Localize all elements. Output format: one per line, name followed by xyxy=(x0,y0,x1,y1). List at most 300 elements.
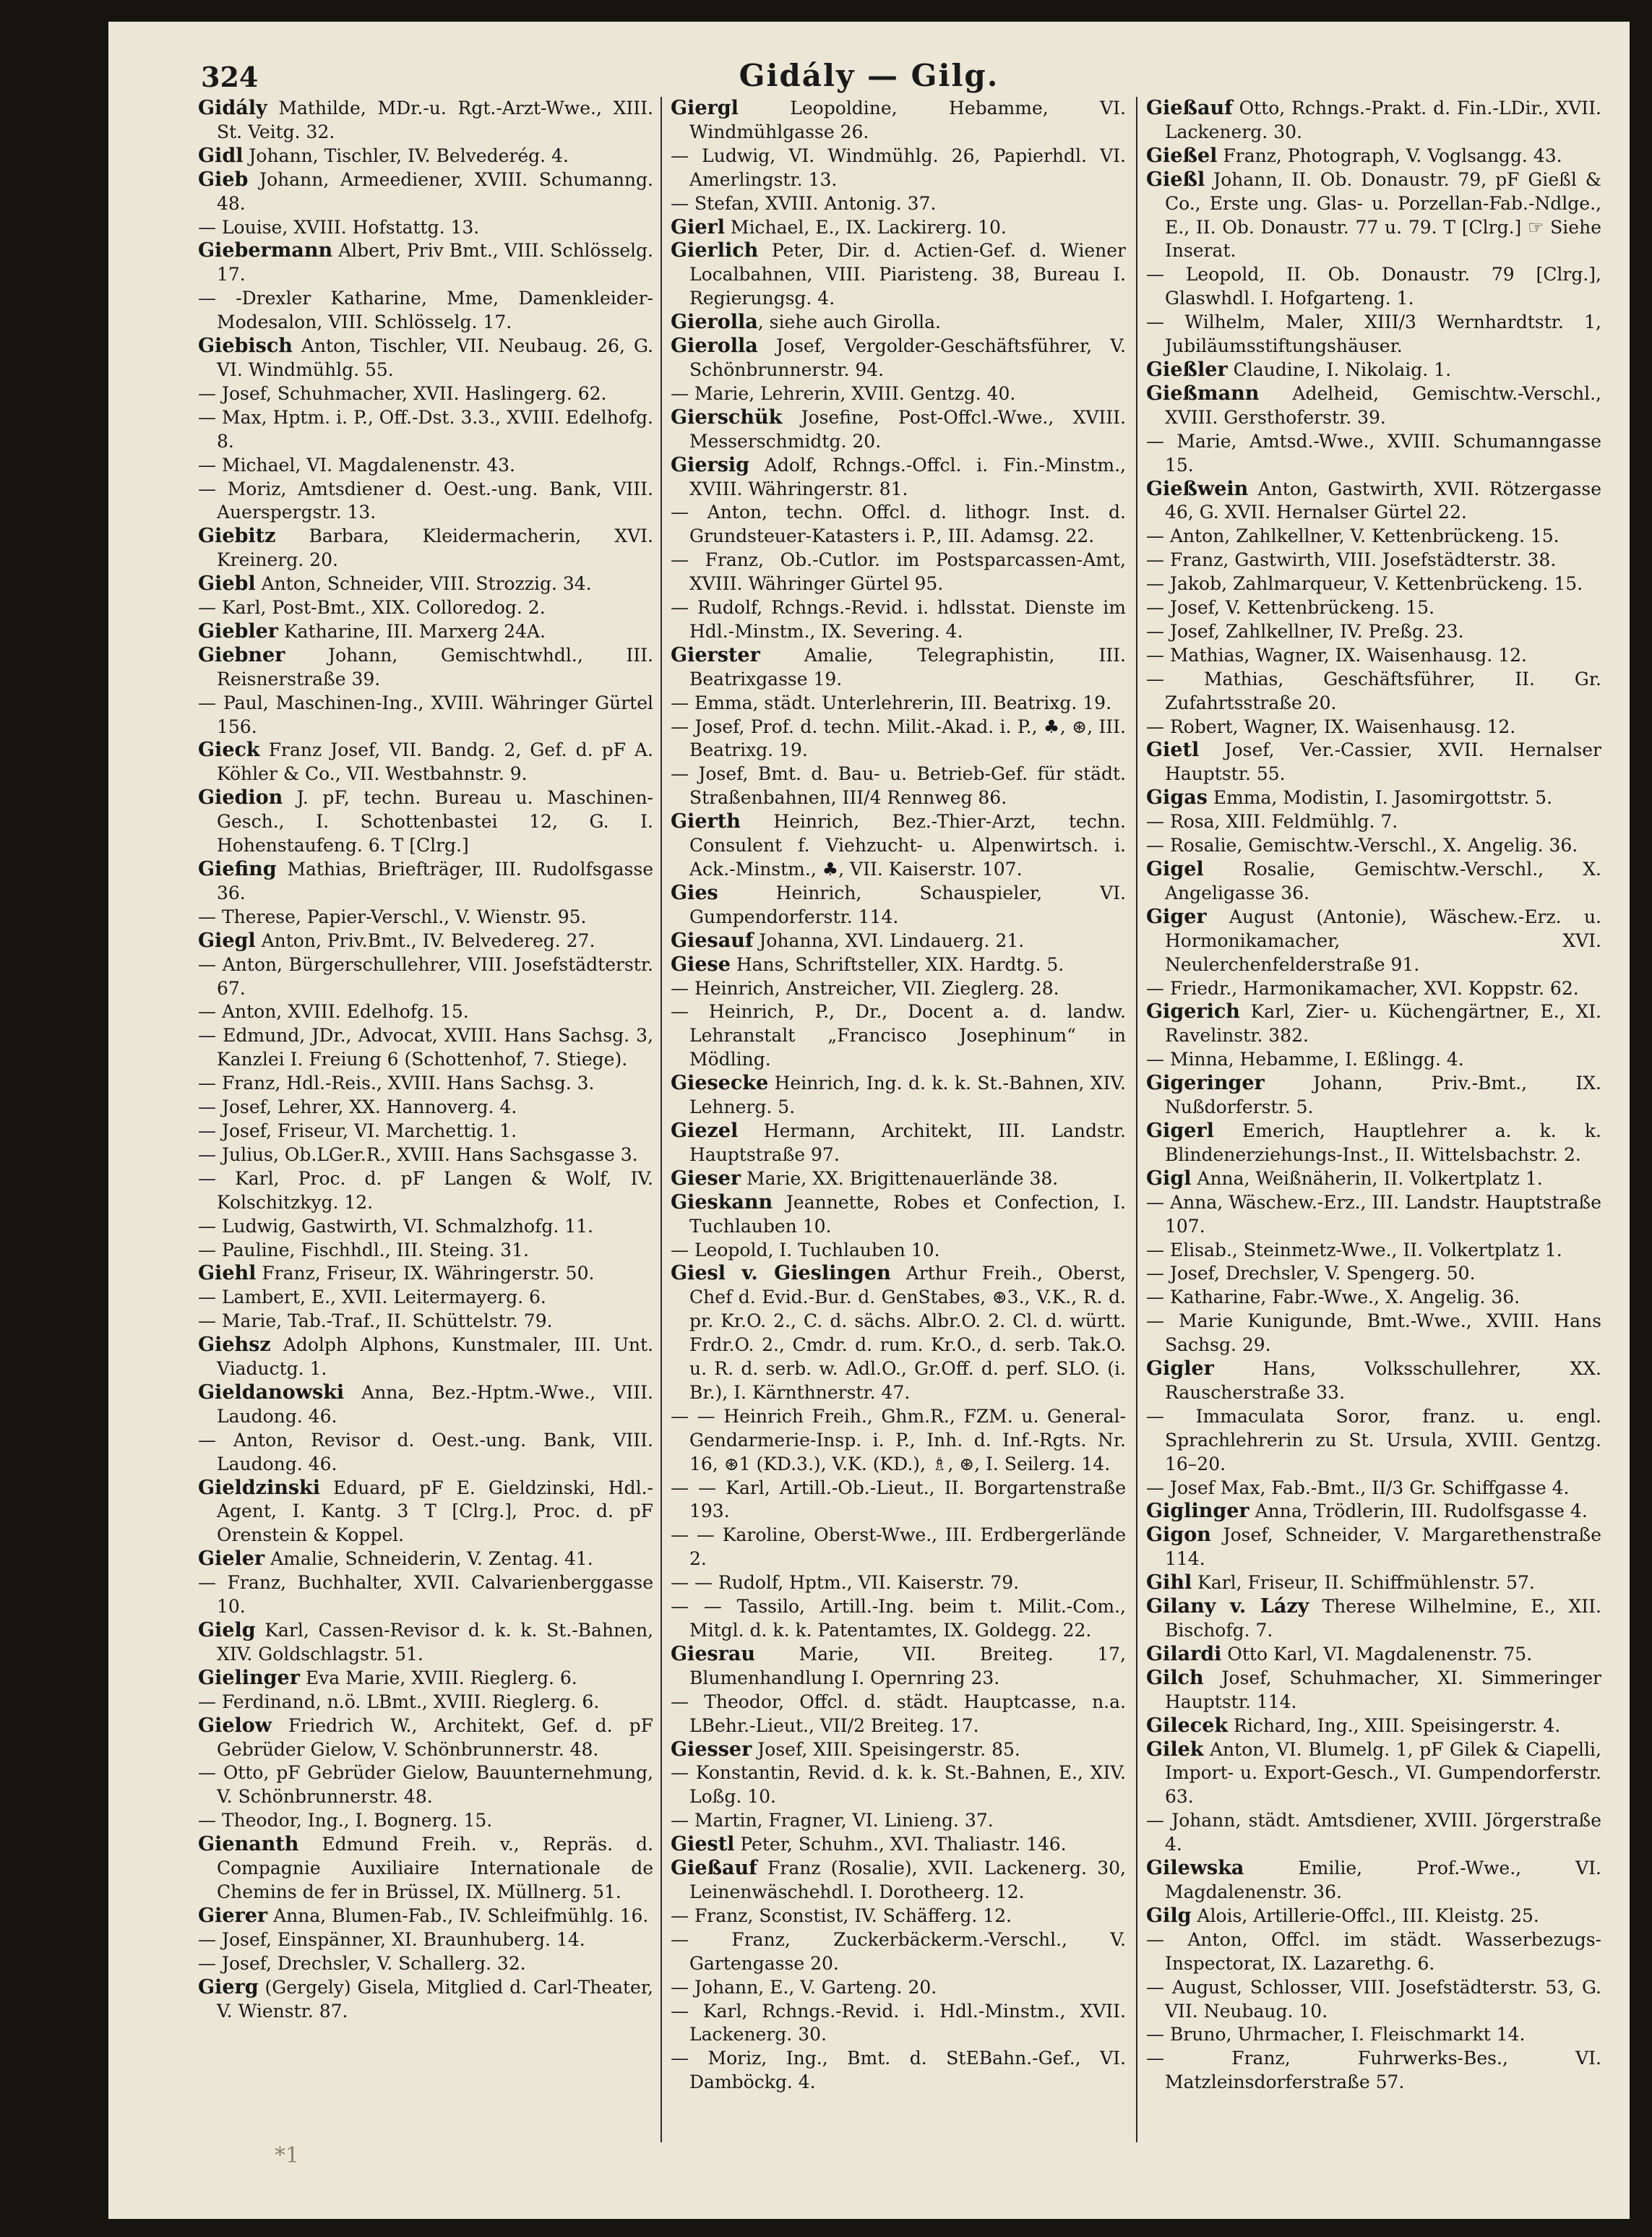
entry-details: — Franz, Gastwirth, VIII. Josefstädterstr. 38. xyxy=(1146,549,1557,571)
entry-details: — Moriz, Amtsdiener d. Oest.-ung. Bank, VIII. Auerspergstr. 13. xyxy=(198,478,653,523)
entry-surname: Giebler xyxy=(198,619,279,643)
entry-details: — — Heinrich Freih., Ghm.R., FZM. u. General-Gendarmerie-Insp. i. P., Inh. d. Inf.-Rgts. Nr. 16, ⊛1 (KD.3.), V.K. (KD.), ♗, ⊛, I. Seilerg. 14. xyxy=(671,1405,1126,1474)
directory-entry xyxy=(1146,263,1601,311)
entry-details: Friedrich W., Architekt, Gef. d. pF Gebrüder Gielow, V. Schönbrunnerstr. 48. xyxy=(217,1714,653,1760)
entry-details: — Mathias, Geschäftsführer, II. Gr. Zufahrtsstraße 20. xyxy=(1146,668,1601,713)
entry-details: — Friedr., Harmonikamacher, XVI. Koppstr. 62. xyxy=(1146,977,1579,999)
entry-details: Josef, XIII. Speisingerstr. 85. xyxy=(752,1738,1020,1760)
entry-details: Adelheid, Gemischtw.-Verschl., XVIII. Gersthoferstr. 39. xyxy=(1165,382,1601,428)
directory-entry xyxy=(198,1239,653,1263)
entry-surname: Gigerich xyxy=(1146,1000,1240,1023)
directory-entry xyxy=(671,1000,1126,1072)
directory-entry xyxy=(671,239,1126,311)
directory-entry xyxy=(1146,786,1601,810)
entry-details: Josef, Ver.-Cassier, XVII. Hernalser Hauptstr. 55. xyxy=(1165,739,1601,785)
directory-entry xyxy=(198,1833,653,1905)
directory-entry xyxy=(1146,858,1601,906)
entry-details: — Theodor, Ing., I. Bognerg. 15. xyxy=(198,1810,493,1832)
directory-entry xyxy=(671,311,1126,335)
directory-entry xyxy=(1146,358,1601,382)
directory-entry xyxy=(1146,810,1601,834)
directory-entry xyxy=(1146,168,1601,264)
entry-details: Otto, Rchngs.-Prakt. d. Fin.-LDir., XVII. Lackenerg. 30. xyxy=(1165,98,1601,142)
directory-entry xyxy=(198,335,653,382)
entry-surname: Gießl xyxy=(1146,168,1205,191)
directory-entry xyxy=(198,382,653,406)
directory-entry xyxy=(1146,1000,1601,1048)
directory-entry xyxy=(671,1928,1126,1976)
directory-entry xyxy=(1146,1477,1601,1500)
entry-surname: Gierschük xyxy=(671,405,783,429)
entry-details: Marie, VII. Breiteg. 17, Blumenhandlung I. Opernring 23. xyxy=(689,1643,1126,1688)
entry-details: — Max, Hptm. i. P., Off.-Dst. 3.3., XVIII. Edelhofg. 8. xyxy=(198,406,653,452)
directory-entry xyxy=(671,1857,1126,1905)
entry-surname: Gießauf xyxy=(1146,97,1233,119)
directory-entry xyxy=(1146,549,1601,572)
directory-entry xyxy=(198,1714,653,1762)
directory-entry xyxy=(198,1691,653,1714)
entry-details: Hermann, Architekt, III. Landstr. Hauptstraße 97. xyxy=(689,1120,1126,1165)
entry-details: — Franz, Ob.-Cutlor. im Postsparcassen-Amt, XVIII. Währinger Gürtel 95. xyxy=(671,549,1126,595)
directory-entry xyxy=(671,1809,1126,1833)
entry-details: — Anton, techn. Offcl. d. lithogr. Inst. d. Grundsteuer-Katasters i. P., III. Adamsg. 22. xyxy=(671,502,1126,547)
entry-surname: Gießmann xyxy=(1146,382,1260,405)
entry-details: — Otto, pF Gebrüder Gielow, Bauunternehmung, V. Schönbrunnerstr. 48. xyxy=(198,1762,653,1808)
entry-details: — Karl, Proc. d. pF Langen & Wolf, IV. Kolschitzkyg. 12. xyxy=(198,1167,653,1213)
entry-details: — Karl, Post-Bmt., XIX. Colloredog. 2. xyxy=(198,597,546,619)
entry-details: — Leopold, I. Tuchlauben 10. xyxy=(671,1239,940,1261)
entry-details: Alois, Artillerie-Offcl., III. Kleistg. 25. xyxy=(1191,1905,1539,1926)
directory-entry xyxy=(1146,382,1601,430)
page-number: 324 xyxy=(201,61,259,93)
entry-details: — Josef, Zahlkellner, IV. Preßg. 23. xyxy=(1146,620,1464,642)
column-2 xyxy=(671,97,1126,2200)
entry-surname: Gilardi xyxy=(1146,1642,1222,1665)
entry-details: — Marie, Tab.-Traf., II. Schüttelstr. 79. xyxy=(198,1310,553,1332)
directory-entry xyxy=(1146,1286,1601,1310)
entry-details: — Konstantin, Revid. d. k. k. St.-Bahnen, E., XIV. Loßg. 10. xyxy=(671,1762,1126,1808)
entry-details: — Martin, Fragner, VI. Linieng. 37. xyxy=(671,1810,994,1832)
entry-details: — Josef, Bmt. d. Bau- u. Betrieb-Gef. für städt. Straßenbahnen, III/4 Rennweg 86. xyxy=(671,763,1126,809)
directory-entry xyxy=(1146,1072,1601,1120)
directory-entry xyxy=(198,1905,653,1928)
entry-details: Emilie, Prof.-Wwe., VI. Magdalenenstr. 36. xyxy=(1165,1858,1601,1902)
entry-details: Amalie, Schneiderin, V. Zentag. 41. xyxy=(264,1548,593,1570)
directory-entry xyxy=(1146,668,1601,716)
entry-details: Adolf, Rchngs.-Offcl. i. Fin.-Minstm., XVIII. Währingerstr. 81. xyxy=(689,454,1126,499)
entry-surname: Gilecek xyxy=(1146,1714,1229,1737)
directory-entry xyxy=(1146,1357,1601,1405)
entry-details: — Theodor, Offcl. d. städt. Hauptcasse, n.a. LBehr.-Lieut., VII/2 Breiteg. 17. xyxy=(671,1691,1126,1736)
entry-details: — Edmund, JDr., Advocat, XVIII. Hans Sachsg. 3, Kanzlei I. Freiung 6 (Schottenhof, 7. Stiege). xyxy=(198,1025,653,1070)
directory-entry xyxy=(1146,97,1601,145)
entry-surname: Gihl xyxy=(1146,1571,1192,1594)
directory-entry xyxy=(671,692,1126,716)
directory-entry xyxy=(198,1143,653,1167)
directory-entry xyxy=(1146,1714,1601,1738)
directory-entry xyxy=(671,1167,1126,1191)
directory-entry xyxy=(198,596,653,620)
entry-surname: Gierolla xyxy=(671,335,758,358)
entry-details: — — Karoline, Oberst-Wwe., III. Erdbergerlände 2. xyxy=(671,1524,1126,1570)
entry-surname: Gierth xyxy=(671,810,741,833)
directory-entry xyxy=(1146,311,1601,358)
directory-entry xyxy=(198,1571,653,1619)
entry-details: Karl, Cassen-Revisor d. k. k. St.-Bahnen, XIV. Goldschlagstr. 51. xyxy=(217,1620,653,1665)
entry-details: — Josef, Drechsler, V. Schallerg. 32. xyxy=(198,1952,526,1974)
entry-surname: Giesecke xyxy=(671,1072,769,1095)
entry-details: Josef, Vergolder-Geschäftsführer, V. Schönbrunnerstr. 94. xyxy=(689,335,1126,380)
entry-surname: Giebisch xyxy=(198,335,293,358)
entry-details: Franz, Photograph, V. Voglsangg. 43. xyxy=(1217,145,1562,166)
entry-details: — Franz, Fuhrwerks-Bes., VI. Matzleinsdorferstraße 57. xyxy=(1146,2048,1601,2093)
directory-entry xyxy=(198,239,653,287)
directory-entry xyxy=(671,1262,1126,1404)
entry-surname: Gielow xyxy=(198,1714,272,1737)
entry-details: , siehe auch Girolla. xyxy=(757,312,941,333)
entry-details: — Immaculata Soror, franz. u. engl. Sprachlehrerin zu St. Ursula, XVIII. Gentzg. 16–20. xyxy=(1146,1405,1601,1474)
directory-entry xyxy=(671,763,1126,810)
directory-entry xyxy=(198,1976,653,2024)
entry-details: — Franz, Buchhalter, XVII. Calvarienberggasse 10. xyxy=(198,1572,653,1618)
entry-details: Anna, Bez.-Hptm.-Wwe., VIII. Laudong. 46. xyxy=(217,1381,653,1427)
directory-entry xyxy=(198,1477,653,1548)
directory-entry xyxy=(1146,1239,1601,1263)
entry-surname: Gigler xyxy=(1146,1357,1214,1381)
entry-details: Anton, VI. Blumelg. 1, pF Gilek & Ciapelli, Import- u. Export-Gesch., VI. Gumpendorferstr. 63. xyxy=(1165,1738,1601,1808)
entry-details: Karl, Friseur, II. Schiffmühlenstr. 57. xyxy=(1192,1572,1535,1594)
directory-entry xyxy=(198,1262,653,1286)
directory-entry xyxy=(198,1120,653,1143)
entry-surname: Gidl xyxy=(198,144,244,167)
entry-surname: Gigas xyxy=(1146,786,1208,810)
entry-details: Franz (Rosalie), XVII. Lackenerg. 30, Leinenwäschehdl. I. Dorotheerg. 12. xyxy=(689,1858,1126,1902)
entry-details: Claudine, I. Nikolaig. 1. xyxy=(1227,358,1452,380)
directory-entry xyxy=(1146,1928,1601,1976)
directory-entry xyxy=(198,1761,653,1809)
entry-details: — Josef, Drechsler, V. Spengerg. 50. xyxy=(1146,1263,1476,1284)
directory-entry xyxy=(1146,644,1601,668)
entry-details: — Rosalie, Gemischtw.-Verschl., X. Angelig. 36. xyxy=(1146,835,1578,856)
directory-entry xyxy=(198,1072,653,1096)
entry-details: — — Tassilo, Artill.-Ing. beim t. Milit.-Com., Mitgl. d. k. k. Patentamtes, IX. Goldegg. 22. xyxy=(671,1596,1126,1641)
entry-details: Emerich, Hauptlehrer a. k. k. Blindenerziehungs-Inst., II. Wittelsbachstr. 2. xyxy=(1165,1120,1601,1165)
entry-surname: Gilg xyxy=(1146,1904,1192,1927)
directory-entry xyxy=(198,1310,653,1334)
entry-details: Peter, Schuhm., XVI. Thaliastr. 146. xyxy=(734,1834,1067,1855)
entry-details: Anna, Trödlerin, III. Rudolfsgasse 4. xyxy=(1249,1500,1588,1522)
entry-details: (Gergely) Gisela, Mitglied d. Carl-Theater, V. Wienstr. 87. xyxy=(217,1976,653,2022)
entry-details: Johann, Priv.-Bmt., IX. Nußdorferstr. 5. xyxy=(1165,1073,1601,1118)
entry-details: — — Rudolf, Hptm., VII. Kaiserstr. 79. xyxy=(671,1572,1020,1594)
directory-entry xyxy=(198,953,653,1001)
entry-surname: Gierer xyxy=(198,1904,268,1927)
columns xyxy=(198,97,1606,2200)
directory-entry xyxy=(198,1429,653,1477)
directory-entry xyxy=(1146,1667,1601,1714)
entry-details: Michael, E., IX. Lackirerg. 10. xyxy=(724,216,1007,238)
directory-entry xyxy=(198,97,653,145)
directory-entry xyxy=(1146,1048,1601,1072)
directory-entry xyxy=(198,786,653,858)
directory-entry xyxy=(1146,596,1601,620)
entry-details: — Leopold, II. Ob. Donaustr. 79 [Clrg.], Glaswhdl. I. Hofgarteng. 1. xyxy=(1146,264,1601,309)
entry-details: — -Drexler Katharine, Mme, Damenkleider-Modesalon, VIII. Schlösselg. 17. xyxy=(198,288,653,333)
directory-entry xyxy=(671,2000,1126,2048)
directory-entry xyxy=(671,1905,1126,1928)
entry-surname: Gigeringer xyxy=(1146,1072,1265,1095)
entry-details: — Louise, XVIII. Hofstattg. 13. xyxy=(198,216,480,238)
directory-entry xyxy=(671,1761,1126,1809)
entry-details: — Ludwig, Gastwirth, VI. Schmalzhofg. 11. xyxy=(198,1215,593,1237)
running-head: Gidály — Gilg. xyxy=(739,58,999,93)
entry-details: — Rudolf, Rchngs.-Revid. i. hdlsstat. Dienste im Hdl.-Minstm., IX. Severing. 4. xyxy=(671,597,1126,642)
directory-entry xyxy=(1146,1120,1601,1167)
entry-surname: Gierg xyxy=(198,1975,259,1998)
entry-details: — Josef, Schuhmacher, XVII. Haslingerg. 62. xyxy=(198,382,607,404)
entry-details: Emma, Modistin, I. Jasomirgottstr. 5. xyxy=(1207,787,1553,809)
entry-details: — Mathias, Wagner, IX. Waisenhausg. 12. xyxy=(1146,644,1527,666)
directory-entry xyxy=(671,145,1126,192)
entry-details: — Josef Max, Fab.-Bmt., II/3 Gr. Schiffgasse 4. xyxy=(1146,1477,1570,1498)
directory-entry xyxy=(671,1833,1126,1857)
directory-entry xyxy=(671,644,1126,692)
entry-surname: Gilany v. Lázy xyxy=(1146,1595,1309,1618)
directory-entry xyxy=(198,145,653,168)
directory-entry xyxy=(1146,1167,1601,1191)
directory-entry xyxy=(198,1667,653,1691)
entry-details: Rosalie, Gemischtw.-Verschl., X. Angeligasse 36. xyxy=(1165,859,1601,903)
directory-entry xyxy=(671,1072,1126,1120)
directory-entry xyxy=(198,739,653,786)
entry-surname: Gielinger xyxy=(198,1666,300,1689)
directory-entry xyxy=(198,406,653,454)
entry-details: Heinrich, Bez.-Thier-Arzt, techn. Consulent f. Viehzucht- u. Alpenwirtsch. i. Ack.-Minstm., ♣, VII. Kaiserstr. 107. xyxy=(689,811,1126,880)
entry-surname: Giesauf xyxy=(671,929,754,952)
entry-details: Franz, Friseur, IX. Währingerstr. 50. xyxy=(256,1263,595,1284)
directory-entry xyxy=(198,1024,653,1072)
directory-entry xyxy=(671,596,1126,644)
entry-surname: Gigl xyxy=(1146,1167,1192,1190)
entry-surname: Gigel xyxy=(1146,858,1204,880)
directory-entry xyxy=(198,620,653,644)
entry-details: — Josef, Lehrer, XX. Hannoverg. 4. xyxy=(198,1096,517,1118)
entry-details: Mathilde, MDr.-u. Rgt.-Arzt-Wwe., XIII. St. Veitg. 32. xyxy=(217,98,653,142)
directory-entry xyxy=(671,716,1126,763)
entry-details: — Josef, Einspänner, XI. Braunhuberg. 14. xyxy=(198,1928,585,1950)
entry-details: Josef, Schneider, V. Margarethenstraße 114. xyxy=(1165,1524,1601,1570)
directory-entry xyxy=(671,1477,1126,1524)
directory-entry xyxy=(198,454,653,478)
directory-entry xyxy=(198,906,653,929)
directory-entry xyxy=(1146,1500,1601,1524)
directory-entry xyxy=(671,216,1126,240)
entry-surname: Giersig xyxy=(671,453,750,476)
entry-details: — — Karl, Artill.-Ob.-Lieut., II. Borgartenstraße 193. xyxy=(671,1477,1126,1522)
entry-details: Johann, Tischler, IV. Belvederég. 4. xyxy=(243,145,569,166)
directory-entry xyxy=(198,1809,653,1833)
column-rule xyxy=(1136,97,1137,2142)
entry-surname: Giegl xyxy=(198,929,256,952)
directory-entry xyxy=(198,1334,653,1381)
entry-details: Barbara, Kleidermacherin, XVI. Kreinerg. 20. xyxy=(217,525,653,571)
entry-surname: Giger xyxy=(1146,905,1207,928)
entry-details: — Heinrich, Anstreicher, VII. Zieglerg. 28. xyxy=(671,977,1059,999)
directory-entry xyxy=(671,1738,1126,1762)
directory-entry xyxy=(198,1619,653,1667)
directory-entry xyxy=(1146,478,1601,525)
directory-entry xyxy=(1146,525,1601,549)
entry-details: — Minna, Hebamme, I. Eßlingg. 4. xyxy=(1146,1049,1464,1070)
entry-surname: Gidály xyxy=(198,97,267,119)
entry-surname: Giesrau xyxy=(671,1642,756,1665)
entry-details: Josef, Schuhmacher, XI. Simmeringer Hauptstr. 114. xyxy=(1165,1667,1601,1712)
entry-details: Richard, Ing., XIII. Speisingerstr. 4. xyxy=(1228,1714,1561,1736)
entry-surname: Giefing xyxy=(198,858,277,880)
entry-surname: Gienanth xyxy=(198,1833,299,1856)
directory-entry xyxy=(1146,1524,1601,1571)
directory-entry xyxy=(1146,2023,1601,2047)
entry-details: Heinrich, Schauspieler, VI. Gumpendorferstr. 114. xyxy=(689,882,1126,927)
entry-details: Anton, Gastwirth, XVII. Rötzergasse 46, G. XVII. Hernalser Gürtel 22. xyxy=(1165,478,1601,523)
entry-surname: Gies xyxy=(671,881,718,904)
entry-surname: Gigerl xyxy=(1146,1119,1214,1142)
entry-details: — Katharine, Fabr.-Wwe., X. Angelig. 36. xyxy=(1146,1287,1520,1308)
entry-details: Anna, Blumen-Fab., IV. Schleifmühlg. 16. xyxy=(267,1905,649,1926)
entry-details: Adolph Alphons, Kunstmaler, III. Unt. Viaductg. 1. xyxy=(217,1334,653,1380)
directory-entry xyxy=(198,1167,653,1215)
directory-entry xyxy=(198,929,653,953)
entry-surname: Gilewska xyxy=(1146,1857,1244,1880)
entry-details: — Marie Kunigunde, Bmt.-Wwe., XVIII. Hans Sachsg. 29. xyxy=(1146,1310,1601,1356)
entry-details: Anton, Tischler, VII. Neubaug. 26, G. VI. Windmühlg. 55. xyxy=(217,335,653,380)
entry-details: Eva Marie, XVIII. Rieglerg. 6. xyxy=(299,1667,577,1688)
entry-details: Amalie, Telegraphistin, III. Beatrixgasse 19. xyxy=(689,644,1126,690)
entry-details: Edmund Freih. v., Repräs. d. Compagnie Auxiliaire Internationale de Chemins de fer in Brüssel, IX. Müllnerg. 51. xyxy=(217,1834,653,1902)
entry-details: Johann, II. Ob. Donaustr. 79, pF Gießl & Co., Erste ung. Glas- u. Porzellan-Fab.-Ndlge., E., II. Ob. Donaustr. 77 u. 79. T [Clrg.] ☞ Siehe Inserat. xyxy=(1165,168,1601,262)
entry-details: — Heinrich, P., Dr., Docent a. d. landw. Lehranstalt „Francisco Josephinum“ in Mödling. xyxy=(671,1001,1126,1070)
entry-surname: Gierster xyxy=(671,643,760,666)
entry-details: Eduard, pF E. Gieldzinski, Hdl.-Agent, I. Kantg. 3 T [Clrg.], Proc. d. pF Orenstein & Koppel. xyxy=(217,1477,653,1546)
entry-details: — Franz, Sconstist, IV. Schäfferg. 12. xyxy=(671,1905,1012,1926)
entry-details: Marie, XX. Brigittenauerlände 38. xyxy=(741,1167,1059,1189)
entry-details: Peter, Dir. d. Actien-Gef. d. Wiener Localbahnen, VIII. Piaristeng. 38, Bureau I. Regierungsg. 4. xyxy=(689,240,1126,309)
directory-entry xyxy=(671,929,1126,953)
entry-details: — Lambert, E., XVII. Leitermayerg. 6. xyxy=(198,1287,546,1308)
entry-details: Leopoldine, Hebamme, VI. Windmühlgasse 26. xyxy=(689,98,1126,142)
directory-entry xyxy=(1146,1809,1601,1857)
directory-entry xyxy=(1146,1595,1601,1643)
entry-surname: Giehsz xyxy=(198,1334,271,1357)
directory-entry xyxy=(1146,1191,1601,1239)
directory-entry xyxy=(1146,1571,1601,1595)
directory-entry xyxy=(198,1547,653,1571)
entry-details: — Anna, Wäschew.-Erz., III. Landstr. Hauptstraße 107. xyxy=(1146,1191,1601,1237)
entry-details: — Therese, Papier-Verschl., V. Wienstr. 95. xyxy=(198,906,587,927)
entry-details: Anton, Priv.Bmt., IV. Belvedereg. 27. xyxy=(255,929,595,951)
entry-details: — Franz, Hdl.-Reis., XVIII. Hans Sachsg. 3. xyxy=(198,1073,595,1094)
directory-entry xyxy=(671,1405,1126,1477)
directory-entry xyxy=(198,525,653,572)
entry-details: — Anton, Revisor d. Oest.-ung. Bank, VIII. Laudong. 46. xyxy=(198,1429,653,1474)
directory-entry xyxy=(1146,977,1601,1001)
entry-surname: Gieskann xyxy=(671,1190,773,1214)
directory-entry xyxy=(1146,430,1601,478)
entry-details: — Ferdinand, n.ö. LBmt., XVIII. Rieglerg. 6. xyxy=(198,1691,600,1712)
directory-entry xyxy=(198,1286,653,1310)
directory-entry xyxy=(671,953,1126,977)
entry-surname: Giesser xyxy=(671,1738,752,1761)
directory-entry xyxy=(671,977,1126,1001)
entry-details: August (Antonie), Wäschew.-Erz. u. Hormonikamacher, XVI. Neulerchenfelderstraße 91. xyxy=(1165,906,1601,975)
directory-entry xyxy=(671,1239,1126,1263)
directory-entry xyxy=(1146,716,1601,739)
directory-entry xyxy=(671,549,1126,596)
entry-details: — Marie, Amtsd.-Wwe., XVIII. Schumanngasse 15. xyxy=(1146,430,1601,476)
entry-surname: Gierlich xyxy=(671,239,759,262)
entry-details: Jeannette, Robes et Confection, I. Tuchlauben 10. xyxy=(689,1191,1126,1237)
entry-details: — Marie, Lehrerin, XVIII. Gentzg. 40. xyxy=(671,382,1016,404)
entry-details: Johann, Armeediener, XVIII. Schumanng. 48. xyxy=(217,168,653,214)
entry-surname: Gieb xyxy=(198,168,249,191)
entry-surname: Gieler xyxy=(198,1547,265,1571)
entry-surname: Giebermann xyxy=(198,239,333,262)
directory-entry xyxy=(198,287,653,335)
directory-entry xyxy=(198,1381,653,1429)
entry-details: — Anton, Zahlkellner, V. Kettenbrückeng. 15. xyxy=(1146,525,1559,547)
entry-surname: Gieldzinski xyxy=(198,1476,321,1499)
directory-entry xyxy=(671,454,1126,502)
entry-details: — Anton, XVIII. Edelhofg. 15. xyxy=(198,1001,469,1023)
entry-surname: Gießauf xyxy=(671,1857,757,1880)
directory-entry xyxy=(198,216,653,240)
directory-entry xyxy=(1146,1643,1601,1667)
entry-details: Arthur Freih., Oberst, Chef d. Evid.-Bur. d. GenStabes, ⊛3., V.K., R. d. pr. Kr.O. 2., C. d. sächs. Albr.O. 2. Cl. d. württ. Frdr.O. 2., Cmdr. d. rum. Kr.O., d. serb. Tak.O. u. R. d. serb. w. Adl.O., Gr.Off. d. perf. SLO. (i. Br.), I. Kärnthnerstr. 47. xyxy=(689,1263,1126,1403)
directory-entry xyxy=(1146,1976,1601,2024)
directory-entry xyxy=(198,1952,653,1976)
directory-entry xyxy=(198,1215,653,1239)
entry-details: — Josef, Friseur, VI. Marchettig. 1. xyxy=(198,1120,517,1141)
entry-details: — Karl, Rchngs.-Revid. i. Hdl.-Minstm., XVII. Lackenerg. 30. xyxy=(671,2000,1126,2045)
entry-surname: Gilch xyxy=(1146,1666,1204,1689)
entry-details: — Anton, Bürgerschullehrer, VIII. Josefstädterstr. 67. xyxy=(198,953,653,999)
entry-details: — Elisab., Steinmetz-Wwe., II. Volkertplatz 1. xyxy=(1146,1239,1562,1261)
entry-surname: Giesl v. Gieslingen xyxy=(671,1262,891,1285)
directory-entry xyxy=(671,882,1126,929)
directory-entry xyxy=(671,2047,1126,2095)
entry-surname: Gießel xyxy=(1146,144,1218,167)
entry-details: Otto Karl, VI. Magdalenenstr. 75. xyxy=(1221,1643,1533,1665)
directory-entry xyxy=(198,1096,653,1120)
entry-surname: Gierolla xyxy=(671,311,758,334)
directory-entry xyxy=(198,1000,653,1024)
entry-details: — Franz, Zuckerbäckerm.-Verschl., V. Gartengasse 20. xyxy=(671,1928,1126,1974)
entry-details: — Robert, Wagner, IX. Waisenhausg. 12. xyxy=(1146,716,1516,737)
entry-details: Hans, Schriftsteller, XIX. Hardtg. 5. xyxy=(730,953,1064,975)
entry-details: Therese Wilhelmine, E., XII. Bischofg. 7. xyxy=(1165,1596,1601,1641)
entry-details: — Paul, Maschinen-Ing., XVIII. Währinger Gürtel 156. xyxy=(198,692,653,737)
entry-details: Katharine, III. Marxerg 24A. xyxy=(278,620,546,642)
entry-surname: Giergl xyxy=(671,97,739,119)
directory-entry xyxy=(671,97,1126,145)
directory-entry xyxy=(198,1928,653,1952)
entry-surname: Gigon xyxy=(1146,1524,1211,1547)
directory-entry xyxy=(1146,834,1601,858)
footer-mark: *1 xyxy=(275,2143,300,2168)
entry-details: — Ludwig, VI. Windmühlg. 26, Papierhdl. VI. Amerlingstr. 13. xyxy=(671,145,1126,190)
directory-entry xyxy=(1146,906,1601,977)
directory-entry xyxy=(198,644,653,692)
